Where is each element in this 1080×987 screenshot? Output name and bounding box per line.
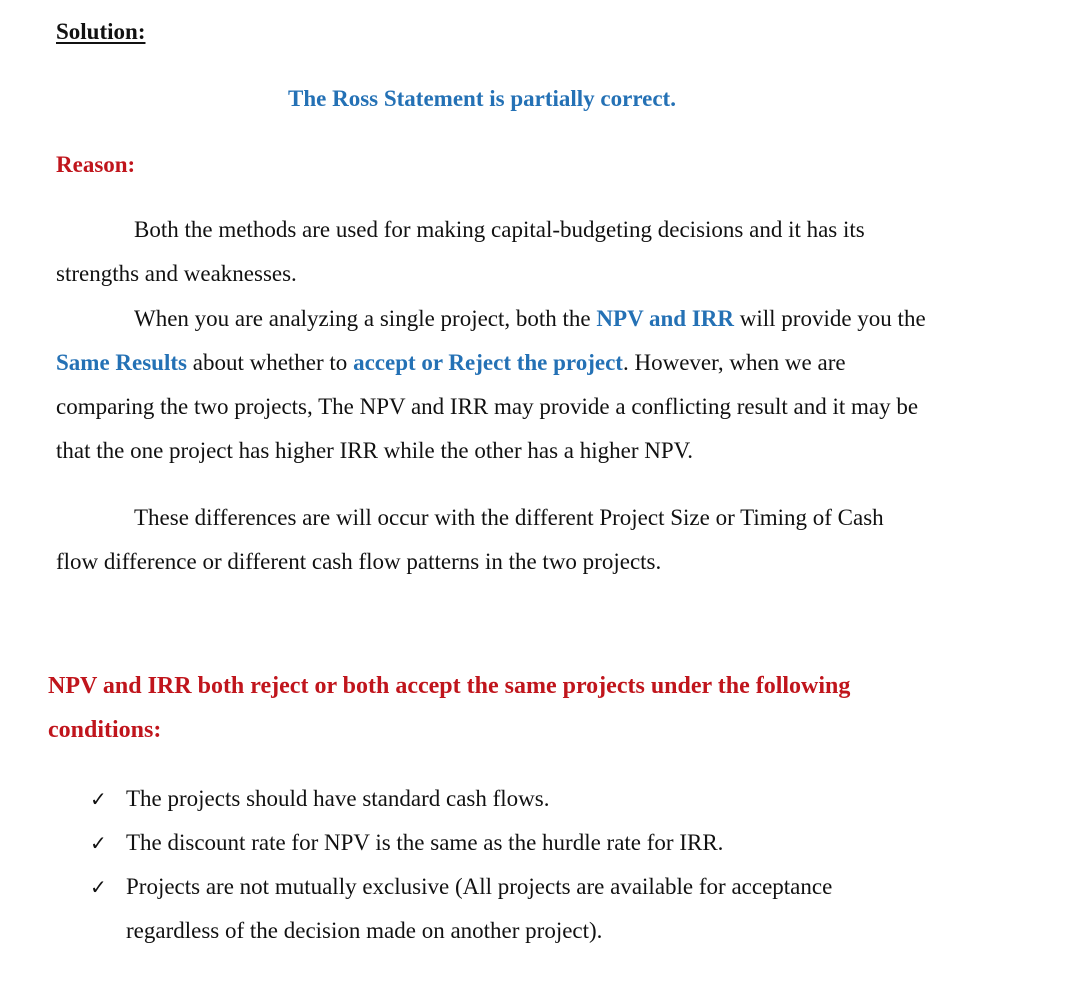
paragraph-methods — [56, 208, 865, 296]
solution-heading: Solution: — [56, 19, 146, 44]
conditions-heading: NPV and IRR both reject or both accept the same projects under the following conditions: — [48, 673, 851, 743]
paragraph-line: that the one project has higher IRR while the other has a higher NPV. — [56, 438, 694, 463]
highlight-same-results: Same Results — [56, 350, 187, 375]
paragraph-npv-irr — [56, 297, 926, 473]
paragraph-line: Same Results about whether to accept or Reject the project. However, when we are — [56, 350, 846, 375]
checkmark-icon: ✓ — [90, 787, 107, 811]
paragraph-line: strengths and weaknesses. — [56, 261, 297, 286]
highlight-accept-reject: accept or Reject the project — [353, 350, 623, 375]
conditions-list — [90, 777, 832, 953]
list-item: ✓ Projects are not mutually exclusive (All projects are available for acceptance regardless of the decision made on another project). — [90, 865, 832, 953]
reason-heading: Reason: — [56, 152, 136, 177]
list-item: ✓ The discount rate for NPV is the same as the hurdle rate for IRR. — [90, 821, 832, 865]
highlight-npv-irr: NPV and IRR — [596, 306, 735, 331]
checkmark-icon: ✓ — [90, 831, 107, 855]
paragraph-line: These differences are will occur with the different Project Size or Timing of Cash — [134, 505, 884, 530]
list-item: ✓ The projects should have standard cash flows. — [90, 777, 832, 821]
paragraph-differences — [56, 496, 884, 584]
checkmark-icon: ✓ — [90, 875, 107, 899]
paragraph-line: flow difference or different cash flow patterns in the two projects. — [56, 549, 662, 574]
paragraph-line: Both the methods are used for making capital-budgeting decisions and it has its — [134, 217, 865, 242]
paragraph-line: comparing the two projects, The NPV and IRR may provide a conflicting result and it may be — [56, 394, 919, 419]
statement-line: The Ross Statement is partially correct. — [288, 86, 676, 111]
paragraph-line: When you are analyzing a single project, both the NPV and IRR will provide you the — [134, 306, 926, 331]
